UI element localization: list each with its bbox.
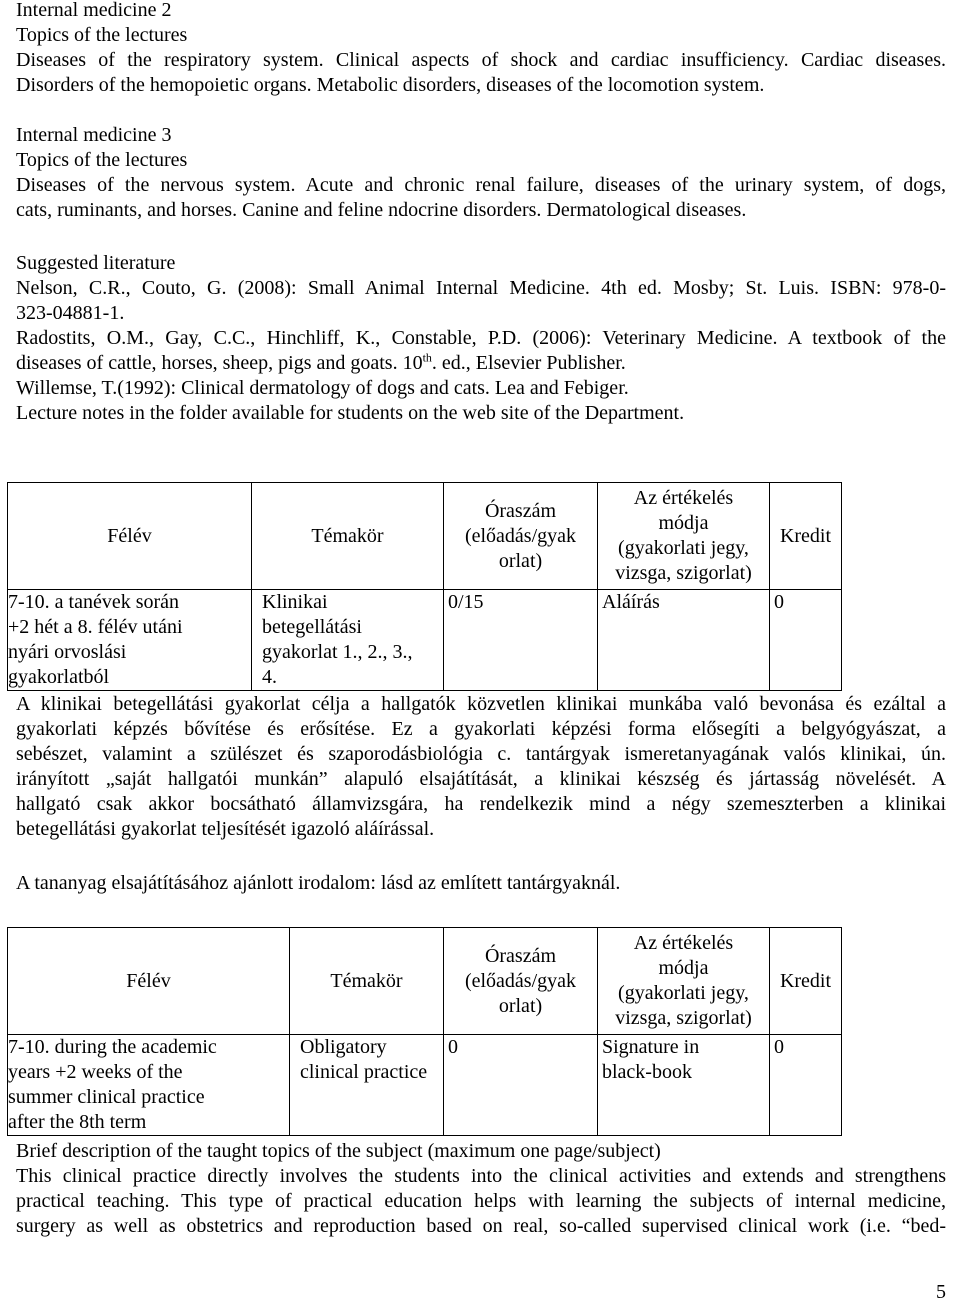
topics-line: cats, ruminants, and horses. Canine and feline ndocrine disorders. Dermatological diseases.: [16, 199, 747, 221]
cell-ertekeles: Signature in black-book: [598, 1035, 770, 1136]
literature-entry: Nelson, C.R., Couto, G. (2008): Small Animal Internal Medicine. 4th ed. Mosby; St. Luis. ISBN: 978-0-: [16, 277, 946, 299]
header-felev: Félév: [8, 483, 252, 590]
cell-oraszam: 0/15: [444, 590, 598, 691]
paragraph-line: betegellátási gyakorlat teljesítését igazoló aláírással.: [16, 818, 435, 840]
table-header-row: [8, 483, 842, 590]
literature-entry: Radostits, O.M., Gay, C.C., Hinchliff, K., Constable, P.D. (2006): Veterinary Medicine. A textbook of the: [16, 327, 946, 349]
header-oraszam: Óraszám (előadás/gyak orlat): [444, 483, 598, 590]
table-row: [8, 590, 842, 691]
literature-entry: Willemse, T.(1992): Clinical dermatology of dogs and cats. Lea and Febiger.: [16, 377, 629, 399]
cell-ertekeles: Aláírás: [598, 590, 770, 691]
brief-label: Brief description of the taught topics of the subject (maximum one page/subject): [16, 1140, 661, 1162]
header-ertekeles: Az értékelés módja (gyakorlati jegy, vizsga, szigorlat): [598, 483, 770, 590]
section-internal-medicine-3: [16, 123, 946, 223]
paragraph-line: hallgató csak akkor bocsátható államvizsgára, ha rendelkezik mind a négy szemeszterben a klinikai: [16, 793, 946, 815]
header-ertekeles: Az értékelés módja (gyakorlati jegy, vizsga, szigorlat): [598, 928, 770, 1035]
section-internal-medicine-2: [16, 0, 946, 98]
paragraph-line: A klinikai betegellátási gyakorlat célja a hallgatók közvetlen klinikai munkába való bevonása és ezáltal a: [16, 693, 946, 715]
header-kredit: Kredit: [770, 928, 842, 1035]
topics-line: Disorders of the hemopoietic organs. Metabolic disorders, diseases of the locomotion system.: [16, 74, 765, 96]
paragraph-line: gyakorlati képzés bővítése és erősítése. Ez a gyakorlati képzési forma elősegíti a belgyógyászat, a: [16, 718, 946, 740]
page-number: 5: [936, 1281, 946, 1303]
topics-label: Topics of the lectures: [16, 149, 188, 171]
paragraph-line: irányított „saját hallgatói munkán” alapuló elsajátítását, a klinikai készség és jártasság növelését. A: [16, 768, 946, 790]
brief-line: This clinical practice directly involves the students into the clinical activities and extends and strengthens: [16, 1165, 946, 1187]
literature-label: Suggested literature: [16, 252, 176, 274]
literature-entry: diseases of cattle, horses, sheep, pigs and goats. 10th. ed., Elsevier Publisher.: [16, 350, 626, 374]
cell-kredit: 0: [770, 590, 842, 691]
paragraph-line: sebészet, valamint a szülészet és szaporodásbiológia c. tantárgyak ismeretanyagának valós klinikai, ún.: [16, 743, 946, 765]
course-table-en: [7, 927, 842, 1136]
cell-kredit: 0: [770, 1035, 842, 1136]
hu-literature: [16, 871, 946, 896]
header-felev: Félév: [8, 928, 290, 1035]
topics-label: Topics of the lectures: [16, 24, 188, 46]
literature-entry: 323-04881-1.: [16, 302, 125, 324]
course-table-hu: [7, 482, 842, 691]
topics-line: Diseases of the respiratory system. Clinical aspects of shock and cardiac insufficiency. Cardiac diseases.: [16, 49, 946, 71]
suggested-literature: [16, 251, 946, 426]
cell-temakor: Obligatory clinical practice: [290, 1035, 444, 1136]
cell-felev: 7-10. during the academic years +2 weeks of the summer clinical practice after the 8th term: [8, 1035, 290, 1136]
hu-literature-text: A tananyag elsajátításához ajánlott irodalom: lásd az említett tantárgyaknál.: [16, 872, 621, 894]
cell-oraszam: 0: [444, 1035, 598, 1136]
cell-temakor: Klinikai betegellátási gyakorlat 1., 2., 3., 4.: [252, 590, 444, 691]
header-kredit: Kredit: [770, 483, 842, 590]
brief-line: practical teaching. This type of practical education helps with learning the subjects of internal medicine,: [16, 1190, 946, 1212]
cell-felev: 7-10. a tanévek során +2 hét a 8. félév utáni nyári orvoslási gyakorlatból: [8, 590, 252, 691]
hu-description: [16, 692, 946, 842]
literature-entry: Lecture notes in the folder available for students on the web site of the Department.: [16, 402, 685, 424]
header-temakor: Témakör: [252, 483, 444, 590]
table-row: [8, 1035, 842, 1136]
brief-description: [16, 1139, 946, 1239]
brief-line: surgery as well as obstetrics and reproduction based on real, so-called supervised clinical work (i.e. “bed-: [16, 1215, 946, 1237]
header-temakor: Témakör: [290, 928, 444, 1035]
section-title: Internal medicine 3: [16, 124, 172, 146]
topics-line: Diseases of the nervous system. Acute and chronic renal failure, diseases of the urinary system, of dogs,: [16, 174, 946, 196]
header-oraszam: Óraszám (előadás/gyak orlat): [444, 928, 598, 1035]
table-header-row: [8, 928, 842, 1035]
section-title: Internal medicine 2: [16, 0, 172, 21]
